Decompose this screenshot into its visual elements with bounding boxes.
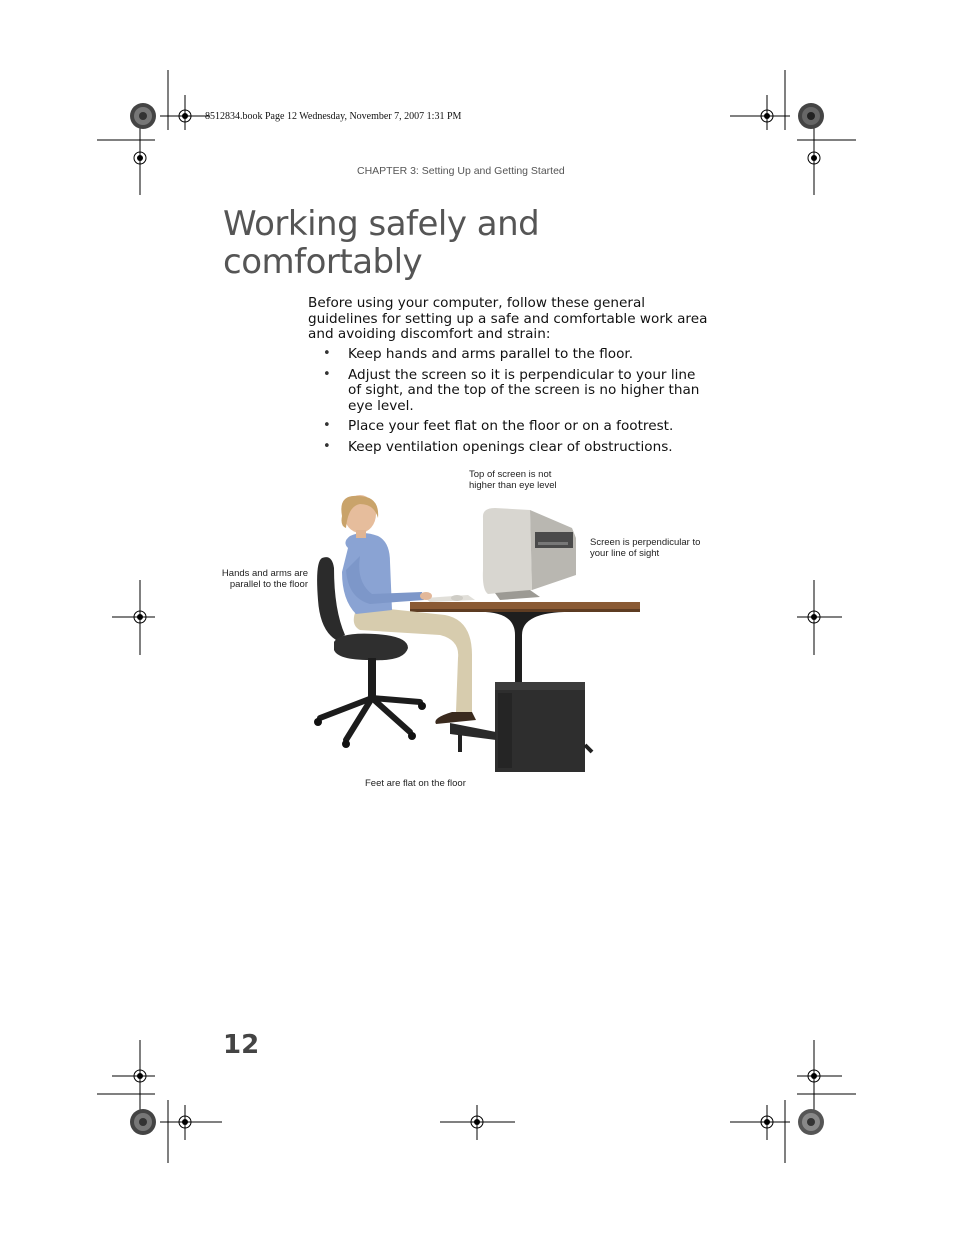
bullet-icon: •	[323, 366, 331, 382]
list-item-text: Adjust the screen so it is perpendicular to your line of sight, and the top of the screen is no higher than eye level.	[348, 366, 700, 414]
list-item-text: Keep ventilation openings clear of obstructions.	[348, 438, 673, 455]
bullet-icon: •	[323, 418, 331, 433]
monitor-body	[530, 510, 576, 590]
bullet-icon: •	[323, 438, 331, 454]
guidelines-list	[308, 347, 708, 460]
callout-screen-angle: Screen is perpendicular to your line of sight	[590, 537, 701, 559]
desk-top	[410, 602, 640, 609]
mouse	[451, 595, 463, 601]
list-item	[308, 419, 708, 435]
chair-back	[317, 557, 345, 640]
list-item	[308, 368, 708, 415]
person-hands	[420, 592, 432, 600]
chair-post	[368, 658, 376, 698]
page-title	[223, 205, 643, 281]
footrest	[450, 723, 496, 740]
desk-support	[475, 612, 578, 685]
callout-feet: Feet are flat on the floor	[365, 778, 466, 789]
keyboard	[425, 595, 475, 602]
intro-paragraph: Before using your computer, follow these general guidelines for setting up a safe and comfortable work area and avoiding discomfort and strain:	[308, 295, 708, 342]
list-item-text: Keep hands and arms parallel to the floor.	[348, 346, 634, 362]
chair-base	[320, 698, 420, 740]
list-item	[308, 347, 708, 363]
bullet-icon: •	[323, 346, 331, 361]
running-head: CHAPTER 3: Setting Up and Getting Started	[357, 165, 565, 177]
page-number: 12	[223, 1030, 260, 1060]
callout-screen-height: Top of screen is not higher than eye level	[469, 469, 557, 491]
person-shoes	[435, 712, 476, 724]
ergonomic-workstation-illustration	[300, 490, 650, 775]
callout-hands-arms: Hands and arms are parallel to the floor	[221, 568, 308, 590]
list-item-text: Place your feet flat on the floor or on a footrest.	[348, 418, 674, 434]
list-item	[308, 440, 708, 456]
chair-seat	[334, 634, 408, 661]
title-line-2: comfortably	[223, 242, 423, 282]
title-line-1: Working safely and	[223, 204, 540, 244]
monitor-screen	[483, 508, 532, 594]
print-slug: 8512834.book Page 12 Wednesday, November 7, 2007 1:31 PM	[205, 111, 462, 122]
